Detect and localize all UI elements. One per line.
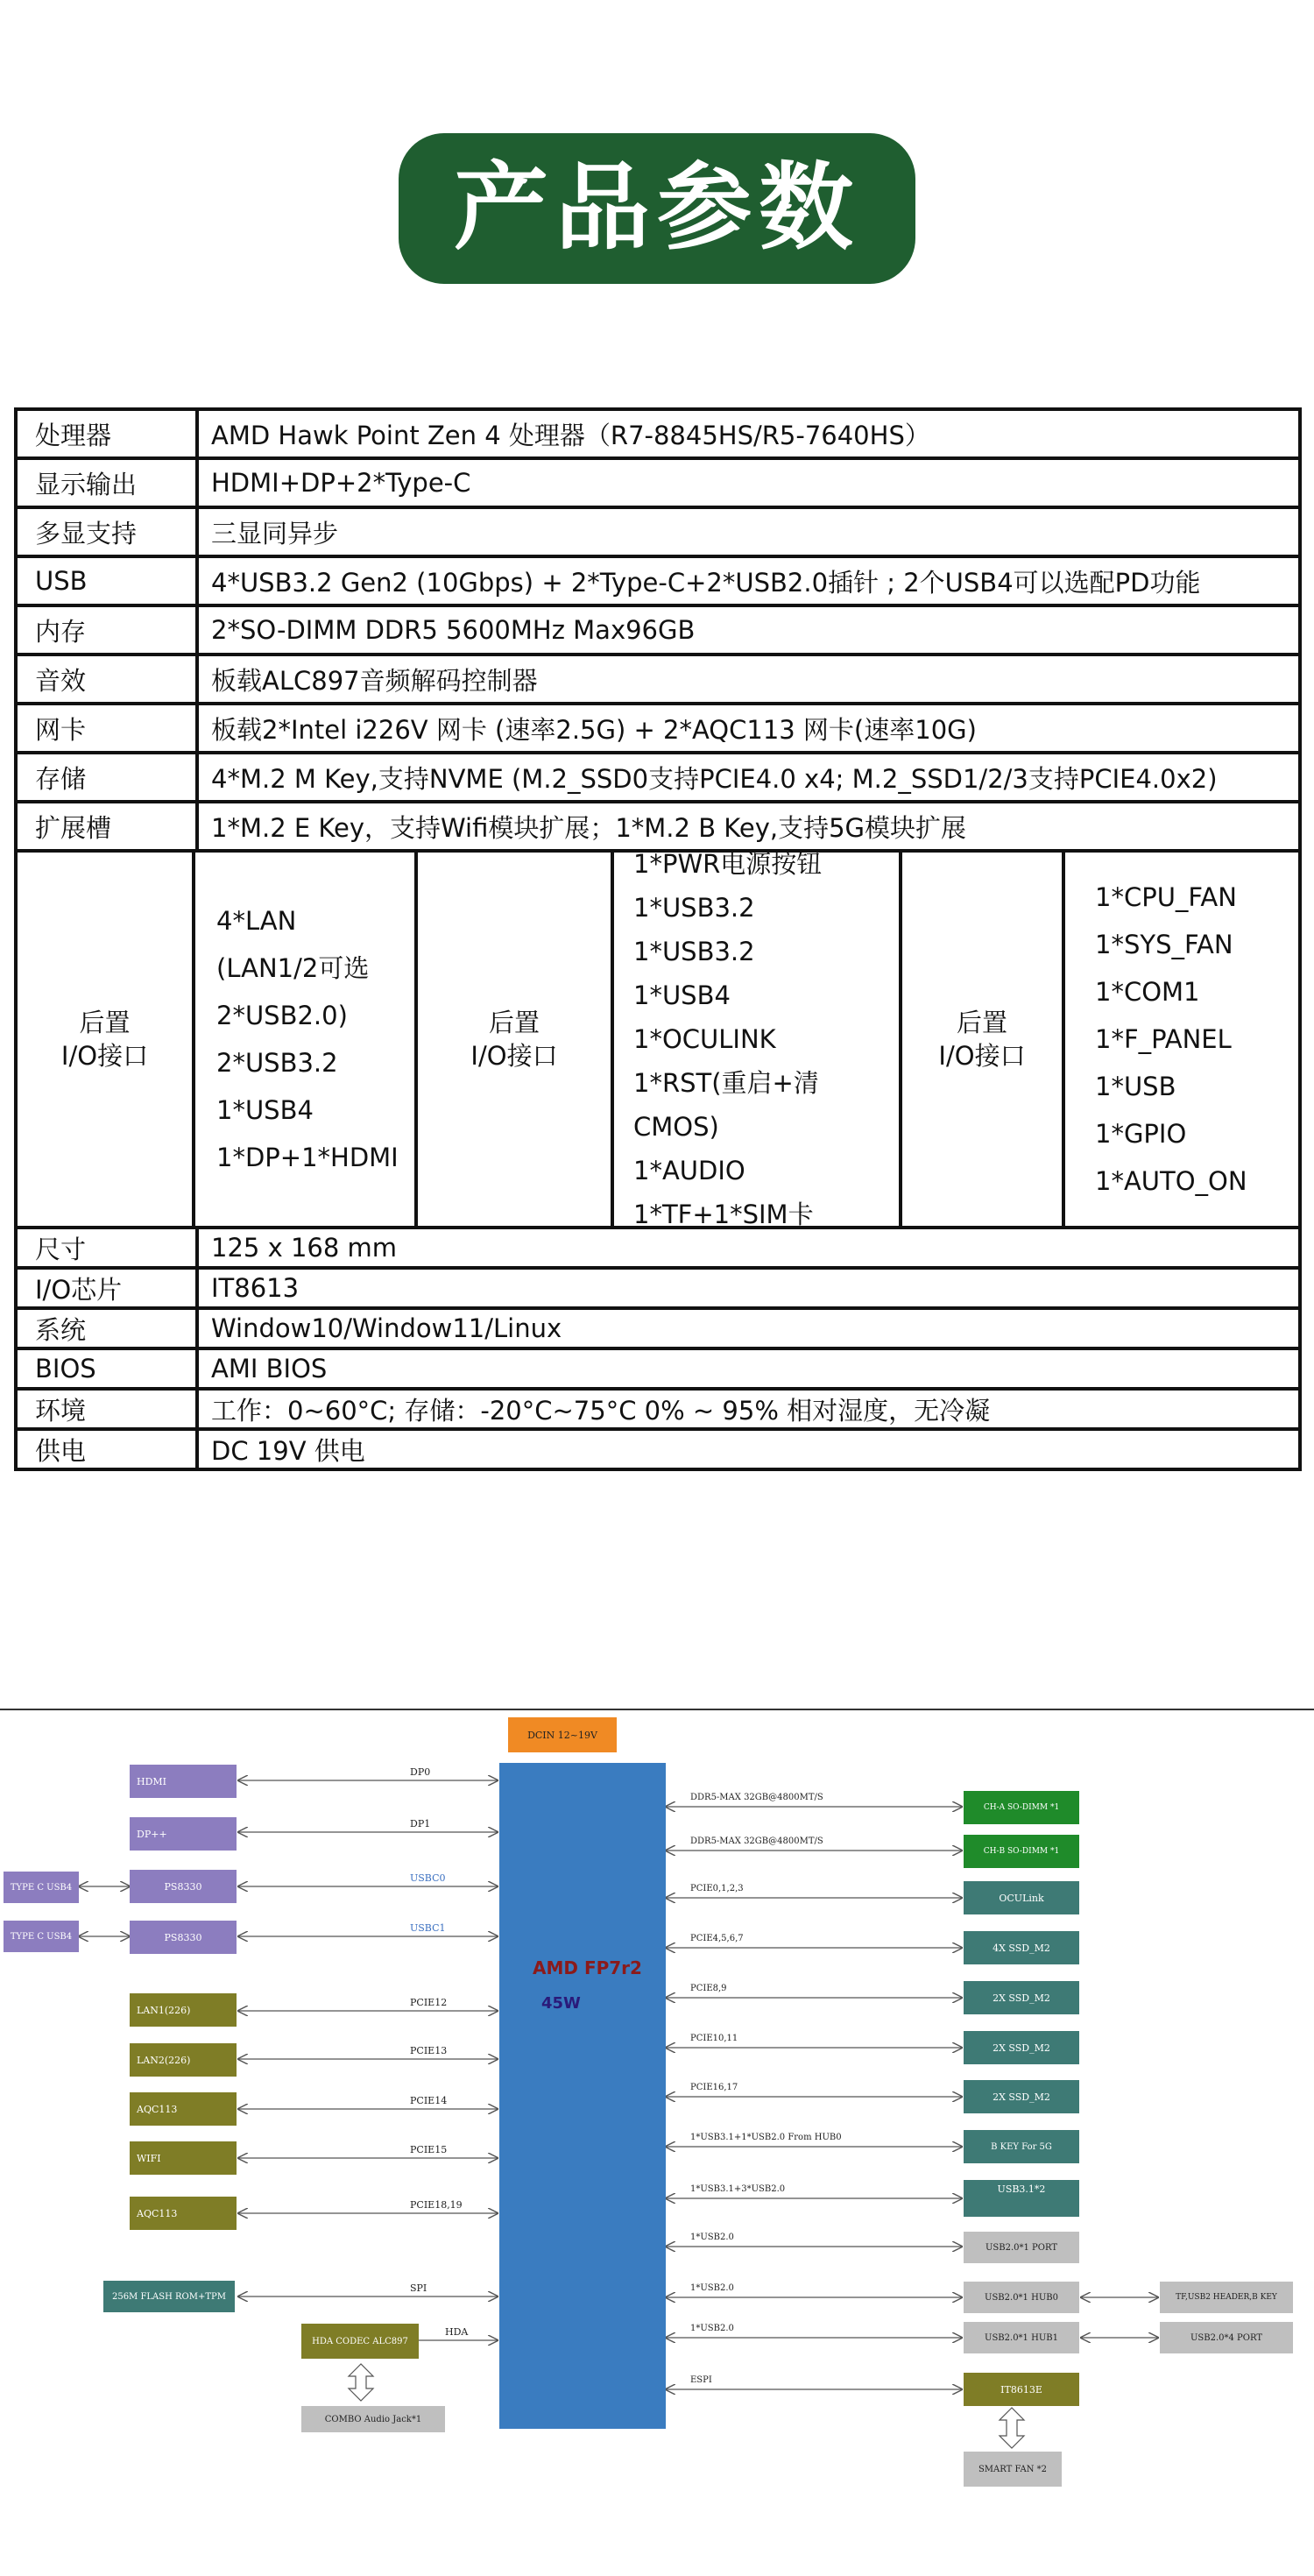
link-label: PCIE14 xyxy=(410,2095,448,2106)
spec-label: 多显支持 xyxy=(16,507,197,556)
io-item: 1*RST(重启+清CMOS) xyxy=(633,1068,819,1142)
io-label-col xyxy=(18,853,195,1226)
aqc113-box: AQC113 xyxy=(130,2092,237,2126)
io-item: 1*CPU_FAN xyxy=(1095,882,1237,912)
spec-row xyxy=(16,1429,1300,1469)
spec-value: 板载ALC897音频解码控制器 xyxy=(197,655,1300,704)
spec-label: 尺寸 xyxy=(16,1228,197,1268)
io-item: 1*USB4 xyxy=(216,1095,314,1125)
link-label: USBC1 xyxy=(410,1922,446,1934)
dp-box: DP++ xyxy=(130,1817,237,1851)
io-item: 1*F_PANEL xyxy=(1095,1024,1232,1054)
link-label: PCIE13 xyxy=(410,2045,448,2056)
spec-value: AMD Hawk Point Zen 4 处理器（R7-8845HS/R5-7640HS） xyxy=(197,409,1300,458)
spec-value: HDMI+DP+2*Type-C xyxy=(197,458,1300,507)
link-label: PCIE16,17 xyxy=(690,2083,738,2092)
usb-hub1-box: USB2.0*1 HUB1 xyxy=(964,2322,1079,2353)
spec-row xyxy=(16,1389,1300,1429)
link-label: ESPI xyxy=(690,2375,712,2385)
io-list-col xyxy=(195,853,418,1226)
spec-row xyxy=(16,605,1300,655)
link-label: 1*USB2.0 xyxy=(690,2233,734,2242)
io-label-2: I/O接口 xyxy=(470,1041,558,1071)
spec-value: DC 19V 供电 xyxy=(197,1429,1300,1469)
it8613e-box: IT8613E xyxy=(964,2373,1079,2406)
io-item: 1*AUTO_ON xyxy=(1095,1166,1247,1196)
block-diagram xyxy=(0,1700,1314,2576)
link-label: USBC0 xyxy=(410,1872,446,1884)
link-label: HDA xyxy=(445,2326,469,2338)
spec-label: 网卡 xyxy=(16,704,197,753)
spec-value: AMI BIOS xyxy=(197,1348,1300,1389)
io-item: 1*USB3.2 xyxy=(633,937,755,966)
aqc113-box: AQC113 xyxy=(130,2197,237,2230)
ssd-box: 2X SSD_M2 xyxy=(964,2031,1079,2064)
link-label: SPI xyxy=(410,2282,427,2294)
spec-table xyxy=(14,407,1302,1471)
spec-row xyxy=(16,507,1300,556)
cpu-name: AMD FP7r2 xyxy=(533,1957,642,1978)
io-item: 4*LAN xyxy=(216,906,297,936)
io-cell xyxy=(16,851,1300,1228)
typec-box: TYPE C USB4 xyxy=(4,1921,79,1952)
io-item: 1*USB3.2 xyxy=(633,893,755,923)
audio-jack-box: COMBO Audio Jack*1 xyxy=(301,2406,445,2432)
spec-row xyxy=(16,1308,1300,1348)
spec-value: 1*M.2 E Key，支持Wifi模块扩展；1*M.2 B Key,支持5G模块扩展 xyxy=(197,802,1300,851)
spec-value: 4*USB3.2 Gen2 (10Gbps) + 2*Type-C+2*USB2.0插针 ; 2个USB4可以选配PD功能 xyxy=(197,556,1300,605)
spec-value: 2*SO-DIMM DDR5 5600MHz Max96GB xyxy=(197,605,1300,655)
io-list-col xyxy=(614,849,902,1229)
io-item: 1*TF+1*SIM卡 xyxy=(633,1200,814,1229)
io-item: 1*DP+1*HDMI xyxy=(216,1143,399,1172)
link-label: PCIE8,9 xyxy=(690,1984,727,1993)
io-label-1: 后置 xyxy=(956,1008,1007,1037)
spec-label: BIOS xyxy=(16,1348,197,1389)
link-label: PCIE10,11 xyxy=(690,2034,738,2043)
tf-header-box: TF,USB2 HEADER,B KEY xyxy=(1160,2282,1293,2313)
oculink-box: OCULink xyxy=(964,1881,1079,1914)
spec-row xyxy=(16,704,1300,753)
spec-row xyxy=(16,753,1300,802)
io-label-1: 后置 xyxy=(79,1008,131,1037)
io-item: 1*GPIO xyxy=(1095,1119,1187,1149)
spec-row xyxy=(16,556,1300,605)
so-dimm-box: CH-B SO-DIMM *1 xyxy=(964,1835,1079,1868)
cpu-block xyxy=(499,1763,666,2429)
io-label-1: 后置 xyxy=(488,1008,540,1037)
io-label-2: I/O接口 xyxy=(938,1041,1026,1071)
spec-label: 系统 xyxy=(16,1308,197,1348)
spec-label: USB xyxy=(16,556,197,605)
io-item: 1*AUDIO xyxy=(633,1156,745,1185)
spec-value: 板载2*Intel i226V 网卡 (速率2.5G) + 2*AQC113 网卡(速率10G) xyxy=(197,704,1300,753)
spec-label: 内存 xyxy=(16,605,197,655)
io-item: 1*OCULINK xyxy=(633,1024,776,1054)
spec-value: IT8613 xyxy=(197,1268,1300,1308)
spec-row xyxy=(16,1348,1300,1389)
link-label: PCIE0,1,2,3 xyxy=(690,1884,744,1893)
link-label: PCIE15 xyxy=(410,2144,448,2155)
io-item: 1*USB4 xyxy=(633,980,731,1010)
usb-hub0-box: USB2.0*1 HUB0 xyxy=(964,2282,1079,2313)
io-item: (LAN1/2可选 xyxy=(216,953,370,983)
spec-value: Window10/Window11/Linux xyxy=(197,1308,1300,1348)
link-label: 1*USB3.1+3*USB2.0 xyxy=(690,2184,786,2194)
io-list-1 xyxy=(195,897,414,1181)
hdmi-box: HDMI xyxy=(130,1765,237,1798)
spec-label: 显示输出 xyxy=(16,458,197,507)
spec-row xyxy=(16,409,1300,458)
spec-value: 125 x 168 mm xyxy=(197,1228,1300,1268)
cpu-tdp: 45W xyxy=(541,1994,581,2013)
bkey-box: B KEY For 5G xyxy=(964,2130,1079,2163)
smart-fan-box: SMART FAN *2 xyxy=(964,2452,1062,2487)
lan1-box: LAN1(226) xyxy=(130,1993,237,2027)
ssd-box: 2X SSD_M2 xyxy=(964,2080,1079,2113)
flash-rom-box: 256M FLASH ROM+TPM xyxy=(103,2281,235,2312)
link-label: DP0 xyxy=(410,1766,431,1778)
spec-label: 环境 xyxy=(16,1389,197,1429)
spec-row xyxy=(16,1268,1300,1308)
spec-label: 扩展槽 xyxy=(16,802,197,851)
link-label: PCIE18,19 xyxy=(410,2199,463,2211)
spec-label: I/O芯片 xyxy=(16,1268,197,1308)
io-label-col xyxy=(418,853,614,1226)
spec-value: 4*M.2 M Key,支持NVME (M.2_SSD0支持PCIE4.0 x4; M.2_SSD1/2/3支持PCIE4.0x2) xyxy=(197,753,1300,802)
link-label: DDR5-MAX 32GB@4800MT/S xyxy=(690,1793,823,1802)
link-label: 1*USB2.0 xyxy=(690,2283,734,2293)
spec-row xyxy=(16,655,1300,704)
ps8330-box: PS8330 xyxy=(130,1870,237,1903)
dcin-box: DCIN 12~19V xyxy=(508,1717,617,1752)
spec-label: 存储 xyxy=(16,753,197,802)
wifi-box: WIFI xyxy=(130,2141,237,2175)
spec-label: 音效 xyxy=(16,655,197,704)
typec-box: TYPE C USB4 xyxy=(4,1872,79,1903)
spec-value: 三显同异步 xyxy=(197,507,1300,556)
spec-label: 处理器 xyxy=(16,409,197,458)
ssd-box: 4X SSD_M2 xyxy=(964,1931,1079,1964)
link-label: PCIE4,5,6,7 xyxy=(690,1934,744,1943)
io-item: 1*COM1 xyxy=(1095,977,1200,1007)
io-label-2: I/O接口 xyxy=(60,1041,149,1071)
io-item: 1*USB xyxy=(1095,1072,1176,1101)
so-dimm-box: CH-A SO-DIMM *1 xyxy=(964,1791,1079,1824)
io-list-2 xyxy=(614,842,899,1236)
link-label: PCIE12 xyxy=(410,1997,448,2008)
io-list-3 xyxy=(1065,874,1298,1205)
io-item: 1*SYS_FAN xyxy=(1095,930,1233,959)
io-item: 2*USB2.0) xyxy=(216,1001,348,1030)
link-label: 1*USB3.1+1*USB2.0 From HUB0 xyxy=(690,2133,842,2142)
spec-row xyxy=(16,458,1300,507)
usb31-box: USB3.1*2 xyxy=(964,2180,1079,2217)
spec-value: 工作：0~60°C; 存储：-20°C~75°C 0% ~ 95% 相对湿度，无冷凝 xyxy=(197,1389,1300,1429)
io-item: 2*USB3.2 xyxy=(216,1048,338,1078)
ps8330-box: PS8330 xyxy=(130,1921,237,1954)
page-title: 产品参数 xyxy=(399,133,915,284)
link-label: DP1 xyxy=(410,1818,431,1829)
lan2-box: LAN2(226) xyxy=(130,2043,237,2077)
io-list-col xyxy=(1065,853,1298,1226)
io-label-col xyxy=(902,853,1065,1226)
io-row xyxy=(16,851,1300,1228)
usb20-4port-box: USB2.0*4 PORT xyxy=(1160,2322,1293,2353)
ssd-box: 2X SSD_M2 xyxy=(964,1981,1079,2014)
io-item: 1*PWR电源按钮 xyxy=(633,849,823,879)
link-label: DDR5-MAX 32GB@4800MT/S xyxy=(690,1836,823,1846)
link-label: 1*USB2.0 xyxy=(690,2324,734,2333)
usb20-port-box: USB2.0*1 PORT xyxy=(964,2232,1079,2263)
spec-label: 供电 xyxy=(16,1429,197,1469)
hda-codec-box: HDA CODEC ALC897 xyxy=(301,2324,419,2359)
io-grid xyxy=(18,849,1298,1229)
